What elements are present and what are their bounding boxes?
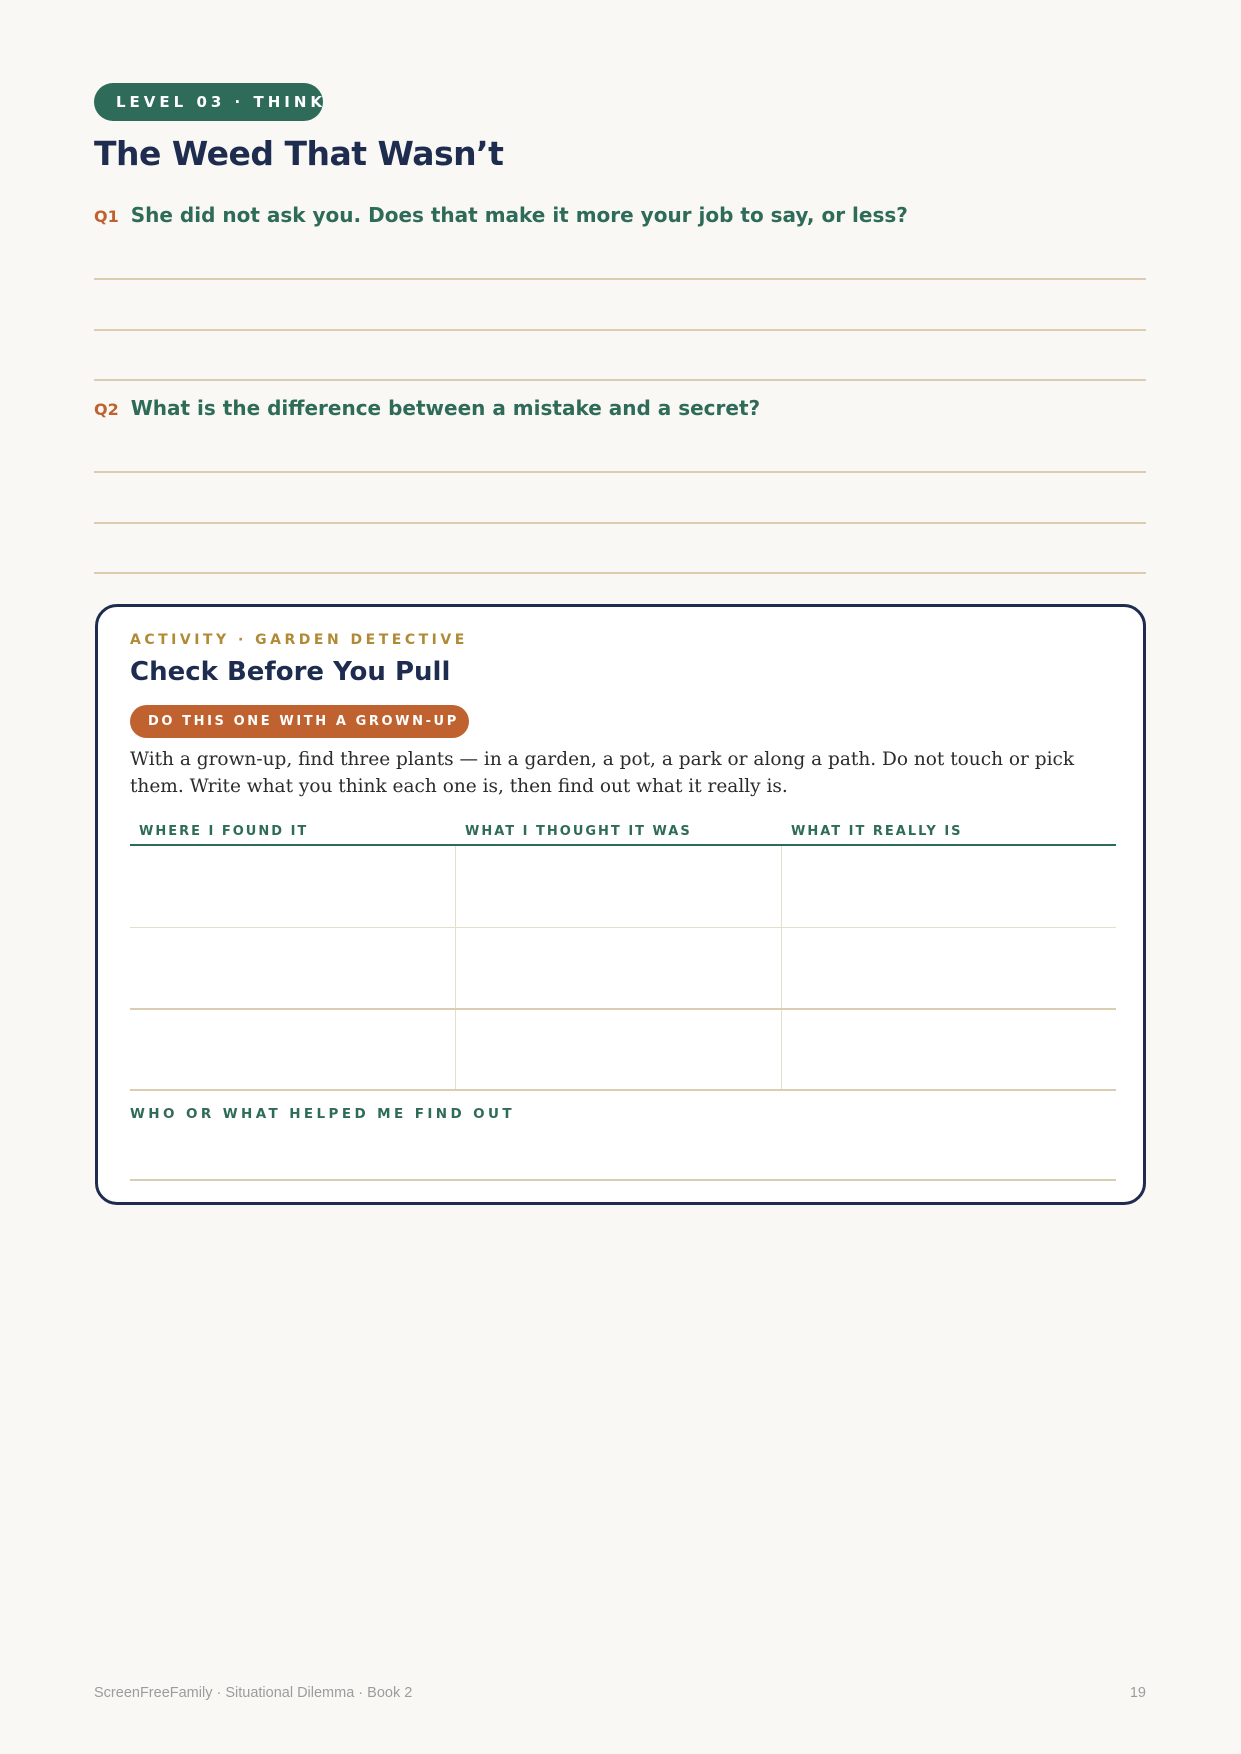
activity-card bbox=[95, 604, 1146, 1205]
footer-text: ScreenFreeFamily · Situational Dilemma · Book 2 bbox=[94, 1685, 413, 1701]
question-text: What is the difference between a mistake and a secret? bbox=[130, 396, 761, 420]
column-header-thought: WHAT I THOUGHT IT WAS bbox=[465, 824, 692, 839]
row-divider bbox=[130, 1089, 1116, 1091]
answer-line-q2-1[interactable] bbox=[94, 471, 1146, 473]
answer-line-q1-2[interactable] bbox=[94, 329, 1146, 331]
table-cell-r1-where[interactable] bbox=[130, 846, 455, 927]
table-cell-r3-where[interactable] bbox=[130, 1010, 455, 1089]
question-text: She did not ask you. Does that make it more your job to say, or less? bbox=[130, 203, 908, 227]
answer-line-q1-1[interactable] bbox=[94, 278, 1146, 280]
answer-line-q1-3[interactable] bbox=[94, 379, 1146, 381]
page-title: The Weed That Wasn’t bbox=[94, 134, 504, 173]
table-cell-r2-really[interactable] bbox=[782, 928, 1116, 1008]
table-cell-r1-thought[interactable] bbox=[456, 846, 781, 927]
question-number: Q1 bbox=[94, 207, 119, 226]
activity-title: Check Before You Pull bbox=[130, 657, 451, 687]
activity-kicker: ACTIVITY · GARDEN DETECTIVE bbox=[130, 632, 468, 648]
table-cell-r1-really[interactable] bbox=[782, 846, 1116, 927]
table-cell-r2-thought[interactable] bbox=[456, 928, 781, 1008]
grownup-badge: DO THIS ONE WITH A GROWN-UP bbox=[130, 705, 469, 738]
column-header-really: WHAT IT REALLY IS bbox=[791, 824, 963, 839]
activity-instructions: With a grown-up, find three plants — in a garden, a pot, a park or along a path. Do not touch or pick them. Write what you think each one is, then find out what it really is. bbox=[130, 749, 1075, 797]
helped-label: WHO OR WHAT HELPED ME FIND OUT bbox=[130, 1106, 516, 1122]
table-header bbox=[130, 816, 1116, 846]
helped-answer-line[interactable] bbox=[130, 1179, 1116, 1181]
level-badge: LEVEL 03 · THINK bbox=[94, 83, 323, 121]
question-number: Q2 bbox=[94, 400, 119, 419]
question-1 bbox=[94, 203, 1146, 227]
table-body bbox=[130, 846, 1116, 1090]
table-cell-r3-really[interactable] bbox=[782, 1010, 1116, 1089]
table-cell-r3-thought[interactable] bbox=[456, 1010, 781, 1089]
column-header-where: WHERE I FOUND IT bbox=[139, 824, 309, 839]
answer-line-q2-2[interactable] bbox=[94, 522, 1146, 524]
question-2 bbox=[94, 396, 1146, 420]
page-number: 19 bbox=[1129, 1685, 1146, 1701]
table-cell-r2-where[interactable] bbox=[130, 928, 455, 1008]
answer-line-q2-3[interactable] bbox=[94, 572, 1146, 574]
